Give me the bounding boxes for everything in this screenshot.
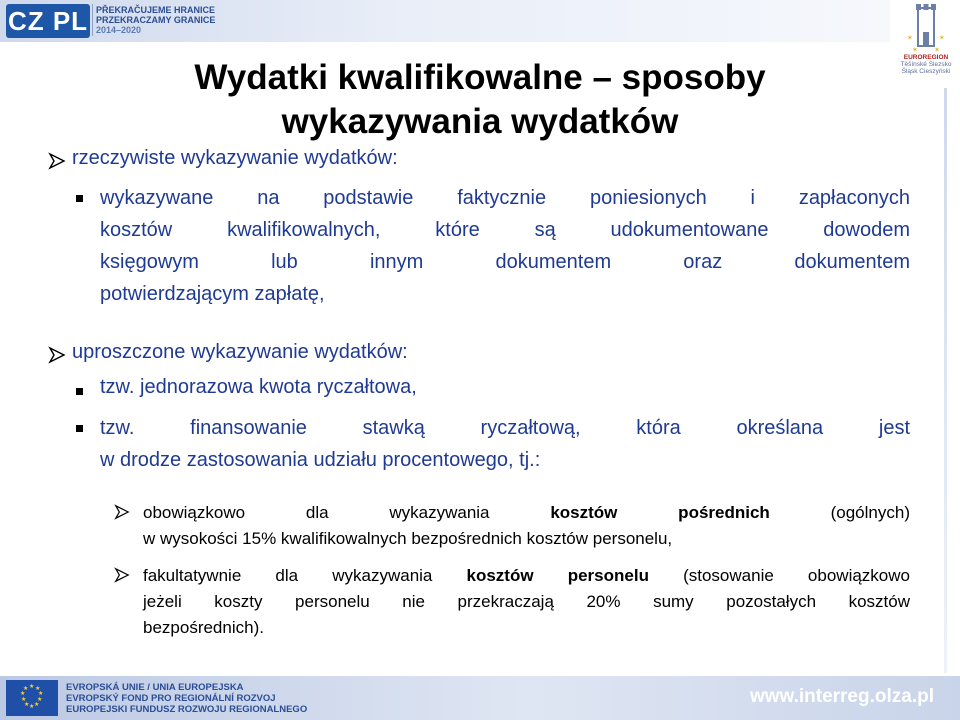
sub1-text-post: (ogólnych) [769,503,910,522]
euroregion-line-pl: Śląsk Cieszyński [901,68,951,75]
section2-bullet-1: tzw. jednorazowa kwota ryczałtowa, [100,376,417,398]
logo-separator [92,4,93,36]
svg-text:★: ★ [34,702,40,708]
sub2-text-post: (stosowanie obowiązkowo [648,566,910,585]
section1-line-1: wykazywane na podstawie faktycznie poniesionych i zapłaconych [100,187,910,209]
title-line-2: wykazywania wydatków [281,102,679,141]
svg-text:✶: ✶ [907,35,913,42]
svg-text:★: ★ [20,691,26,697]
section2-bullet-2-line-1: tzw. finansowanie stawką ryczałtową, która określana jest [100,417,910,439]
euroregion-logo [895,2,957,86]
section2-heading: uproszczone wykazywanie wydatków: [72,341,408,363]
section1-line-3: księgowym lub innym dokumentem oraz dokumentem [100,251,910,273]
program-name [96,5,215,35]
section1-heading: rzeczywiste wykazywanie wydatków: [72,147,398,169]
svg-text:★: ★ [29,704,35,710]
section2-bullet-2 [100,412,910,476]
program-line-pl: PRZEKRACZAMY GRANICE [96,15,216,25]
section2-bullet-2-line-2: w drodze zastosowania udziału procentowego, tj.: [100,449,541,471]
eu-line-2: EVROPSKÝ FOND PRO REGIONÁLNÍ ROZVOJ [66,693,276,704]
square-bullet-icon [76,195,83,202]
section1-line-2: kosztów kwalifikowalnych, które są udokumentowane dowodem [100,219,910,241]
svg-text:★: ★ [37,697,43,703]
eu-line-1: EVROPSKÁ UNIE / UNIA EUROPEJSKA [66,682,244,693]
svg-text:★: ★ [21,697,27,703]
sub-bullet-2 [143,563,910,641]
sub1-text-pre: obowiązkowo dla wykazywania [143,503,551,522]
czpl-logo: CZ PL [7,6,89,36]
sub-bullet-2-line-2: jeżeli koszty personelu nie przekraczają 20% sumy pozostałych kosztów [143,592,910,611]
castle-tower-icon [906,2,946,54]
euroregion-name: EUROREGION [903,54,949,61]
sub2-text-pre: fakultatywnie dla wykazywania [143,566,467,585]
svg-text:★: ★ [35,686,41,692]
svg-text:★: ★ [29,684,35,690]
section1-bullet-text [100,182,910,310]
eu-line-3: EUROPEJSKI FUNDUSZ ROZWOJU REGIONALNEGO [66,704,308,715]
arrow-bullet-icon [48,152,66,170]
svg-text:★: ★ [23,686,29,692]
sub1-text-bold: kosztów pośrednich [550,503,770,522]
right-decor-line [944,88,947,673]
svg-text:★: ★ [24,702,30,708]
title-line-1: Wydatki kwalifikowalne – sposoby [194,58,766,97]
website-link[interactable]: www.interreg.olza.pl [749,686,934,707]
square-bullet-icon [76,425,83,432]
program-line-cz: PŘEKRAČUJEME HRANICE [96,5,216,15]
arrow-bullet-icon [114,504,130,520]
section1-line-4: potwierdzającym zapłatę, [100,283,325,305]
sub2-text-bold: kosztów personelu [466,566,649,585]
sub-bullet-1-line-1 [143,500,910,526]
eu-flag-icon [6,680,58,716]
sub-bullet-2-line-3: bezpośrednich). [143,618,264,637]
svg-text:✶: ✶ [934,47,940,54]
svg-text:✶: ✶ [912,47,918,54]
euroregion-line-cz: Těšínské Slezsko [900,61,952,68]
program-years: 2014–2020 [96,25,142,35]
sub-bullet-2-line-1 [143,563,910,589]
square-bullet-icon [76,388,83,395]
arrow-bullet-icon [48,346,66,364]
arrow-bullet-icon [114,567,130,583]
svg-text:★: ★ [38,691,44,697]
eu-fund-text [66,682,307,715]
sub-bullet-1-line-2: w wysokości 15% kwalifikowalnych bezpośrednich kosztów personelu, [143,529,673,548]
slide-title [100,56,860,144]
svg-text:✶: ✶ [939,35,945,42]
sub-bullet-1 [143,500,910,552]
